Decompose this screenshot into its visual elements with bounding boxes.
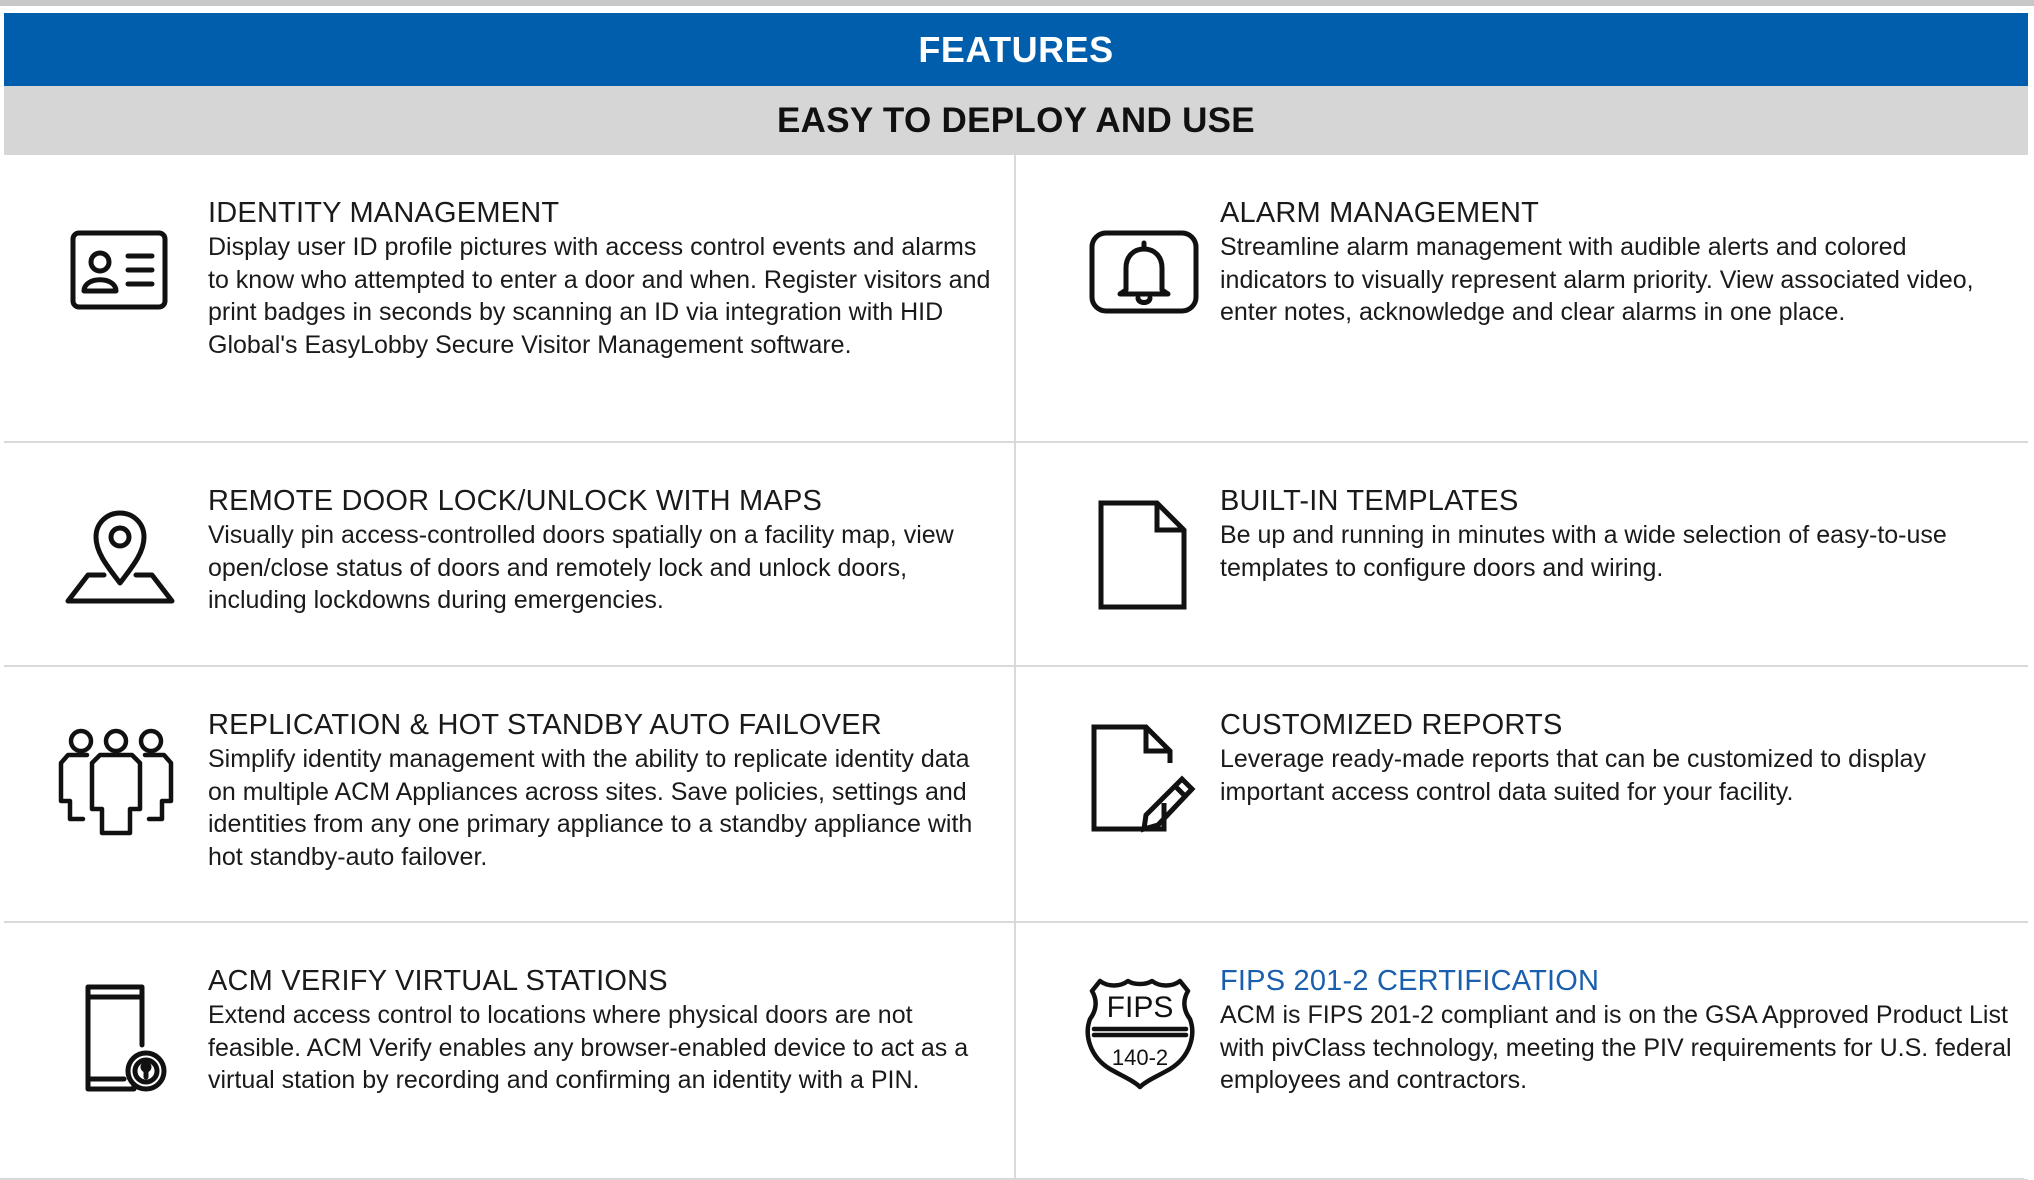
feature-title: BUILT-IN TEMPLATES — [1220, 485, 1519, 517]
feature-text — [1220, 707, 2020, 808]
fips-badge-bottom-text: 140-2 — [1111, 1045, 1169, 1070]
feature-text — [208, 195, 998, 361]
feature-description: Streamline alarm management with audible alerts and colored indicators to visually represent alarm priority. View associated video, enter notes, acknowledge and clear alarms in one place. — [1220, 233, 1974, 326]
map-pin-icon — [60, 495, 180, 615]
id-card-icon — [60, 212, 180, 332]
feature-description: Display user ID profile pictures with access control events and alarms to know who attempted to enter a door and when. Register visitors and print badges in seconds by scanning an ID via integration with HID Global's EasyLobby Secure Visitor Management software. — [208, 233, 991, 359]
feature-text — [208, 963, 998, 1097]
bell-icon — [1084, 212, 1204, 332]
feature-cell-fips-certification — [1016, 923, 2028, 1180]
section-title: EASY TO DEPLOY AND USE — [777, 100, 1255, 140]
feature-description: Leverage ready-made reports that can be customized to display important access control data suited for your facility. — [1220, 745, 1926, 806]
feature-title: ACM VERIFY VIRTUAL STATIONS — [208, 965, 668, 997]
feature-title: ALARM MANAGEMENT — [1220, 197, 1540, 229]
feature-title: CUSTOMIZED REPORTS — [1220, 709, 1563, 741]
fips-badge-icon — [1080, 973, 1200, 1093]
feature-cell-acm-verify — [4, 923, 1016, 1180]
people-group-icon — [56, 721, 176, 841]
feature-cell-remote-door — [4, 443, 1016, 667]
mobile-lock-icon — [60, 979, 180, 1099]
feature-description: Be up and running in minutes with a wide selection of easy-to-use templates to configure doors and wiring. — [1220, 521, 1947, 582]
feature-cell-alarm-management — [1016, 155, 2028, 443]
feature-description: Simplify identity management with the ability to replicate identity data on multiple ACM Appliances across sites. Save policies, settings and identities from any one primary appliance to a standby appliance with hot standby-auto failover. — [208, 745, 973, 871]
feature-cell-customized-reports — [1016, 667, 2028, 923]
feature-title: REMOTE DOOR LOCK/UNLOCK WITH MAPS — [208, 485, 823, 517]
feature-text — [208, 483, 998, 617]
feature-cell-identity-management — [4, 155, 1016, 443]
section-subheader — [4, 86, 2028, 155]
feature-text — [208, 707, 998, 873]
feature-text — [1220, 483, 2020, 584]
feature-title: REPLICATION & HOT STANDBY AUTO FAILOVER — [208, 709, 882, 741]
feature-text — [1220, 195, 2020, 329]
features-banner — [4, 13, 2028, 86]
feature-cell-replication — [4, 667, 1016, 923]
fips-badge-top-text: FIPS — [1106, 991, 1174, 1024]
feature-title: IDENTITY MANAGEMENT — [208, 197, 560, 229]
feature-cell-built-in-templates — [1016, 443, 2028, 667]
feature-title-link[interactable]: FIPS 201-2 CERTIFICATION — [1220, 965, 1600, 997]
feature-description: ACM is FIPS 201-2 compliant and is on the GSA Approved Product List with pivClass technology, meeting the PIV requirements for U.S. federal employees and contractors. — [1220, 1001, 2012, 1094]
document-edit-icon — [1082, 719, 1202, 839]
feature-description: Extend access control to locations where physical doors are not feasible. ACM Verify enables any browser-enabled device to act as a virtual station by recording and confirming an identity with a PIN. — [208, 1001, 969, 1094]
features-table — [4, 13, 2028, 1180]
feature-description: Visually pin access-controlled doors spatially on a facility map, view open/close status of doors and remotely lock and unlock doors, including lockdowns during emergencies. — [208, 521, 954, 614]
document-icon — [1082, 495, 1202, 615]
feature-grid — [4, 155, 2028, 1180]
banner-title: FEATURES — [918, 28, 1114, 70]
feature-text — [1220, 963, 2020, 1097]
